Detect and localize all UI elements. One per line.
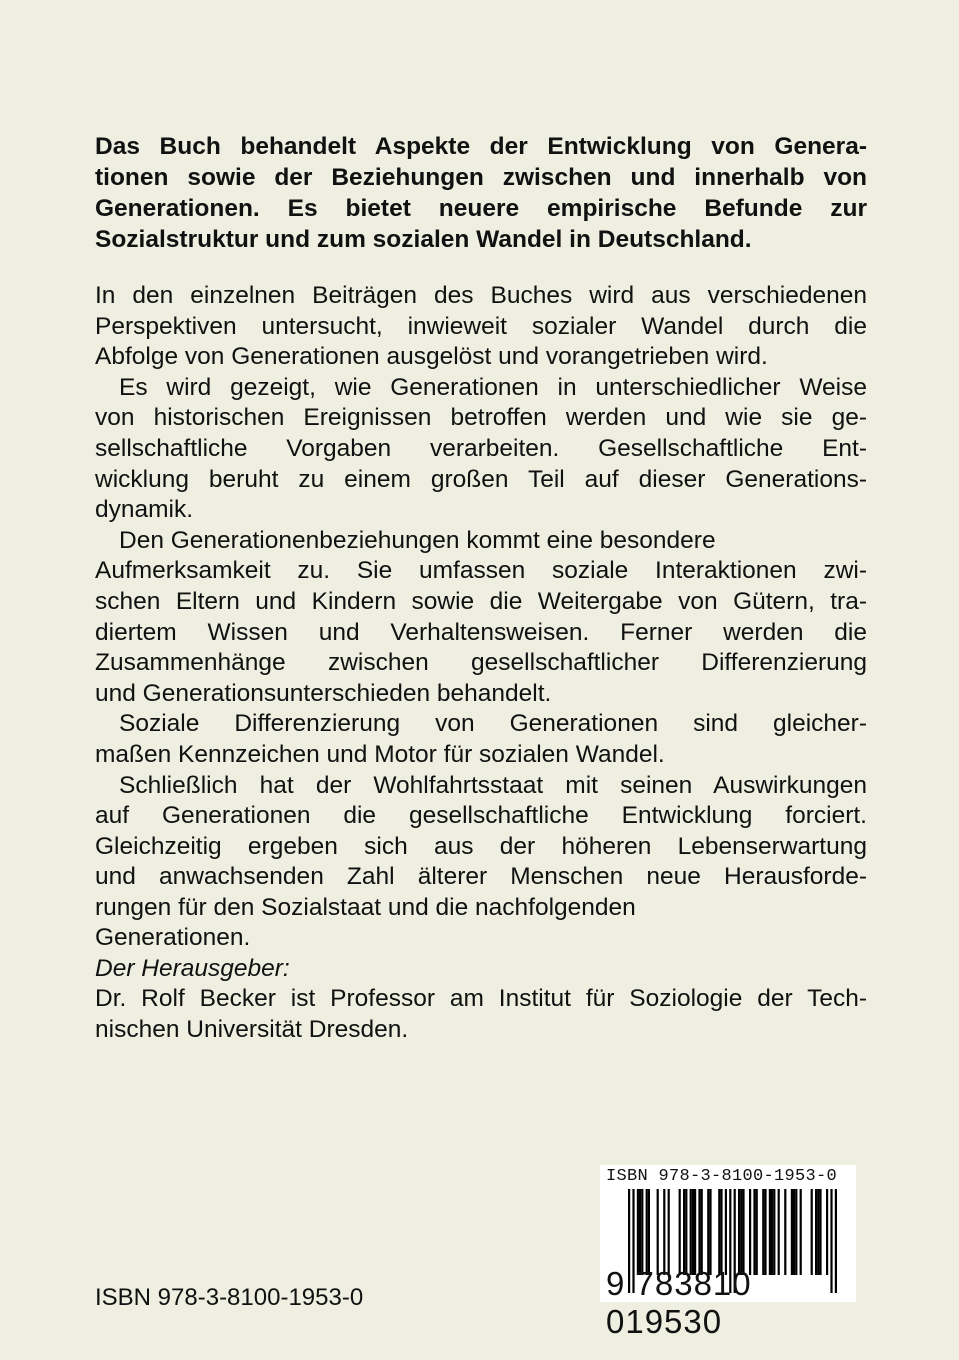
barcode-bar: [709, 1189, 711, 1275]
text-line: Dr. Rolf Becker ist Professor am Institut für Soziologie der Tech-: [95, 985, 867, 1012]
text-line: schen Eltern und Kindern sowie die Weitergabe von Gütern, tra-: [95, 587, 867, 615]
barcode-bar: [819, 1189, 821, 1275]
editor-heading: Der Herausgeber:: [95, 955, 290, 982]
isbn-barcode: [600, 1165, 856, 1340]
isbn-text: ISBN 978-3-8100-1953-0: [95, 1284, 364, 1311]
barcode-bar: [769, 1189, 771, 1275]
barcode-bar: [668, 1189, 670, 1275]
barcode-bar: [826, 1189, 828, 1275]
intro-paragraph: [95, 131, 867, 255]
barcode-bar: [756, 1189, 758, 1275]
barcode-bar: [648, 1189, 650, 1275]
editor-bio: [95, 984, 867, 1045]
text-line: Soziale Differenzierung von Generationen sind gleicher-: [119, 710, 867, 738]
text-line: sellschaftliche Vorgaben verarbeiten. Gesellschaftliche Ent-: [95, 434, 867, 462]
barcode-bar: [692, 1189, 694, 1275]
barcode-bar: [771, 1189, 773, 1275]
barcode-bar: [725, 1189, 727, 1275]
barcode-bar: [778, 1189, 780, 1275]
barcode-bar: [657, 1189, 659, 1275]
barcode-bar: [685, 1189, 687, 1275]
barcode-bar: [811, 1189, 813, 1275]
text-line: diertem Wissen und Verhaltensweisen. Ferner werden die: [95, 618, 867, 646]
barcode-bar: [791, 1189, 793, 1275]
text-line: In den einzelnen Beiträgen des Buches wird aus verschiedenen: [95, 282, 867, 309]
body-text: [95, 281, 867, 954]
barcode-bar: [817, 1189, 819, 1275]
barcode-bar: [663, 1189, 665, 1275]
text-line: Gleichzeitig ergeben sich aus der höheren Lebenserwartung: [95, 832, 867, 860]
barcode-bar: [795, 1189, 797, 1275]
text-line: Aufmerksamkeit zu. Sie umfassen soziale Interaktionen zwi-: [95, 557, 867, 585]
text-line: Abfolge von Generationen ausgelöst und vorangetrieben wird.: [95, 343, 768, 371]
text-line: Es wird gezeigt, wie Generationen in unterschiedlicher Weise: [119, 373, 867, 401]
text-line: Generationen.: [95, 924, 251, 952]
barcode-bar: [718, 1189, 720, 1275]
barcode-bar: [646, 1189, 648, 1275]
text-line: von historischen Ereignissen betroffen werden und wie sie ge-: [95, 404, 867, 432]
text-line: maßen Kennzeichen und Motor für sozialen Wandel.: [95, 740, 665, 768]
barcode-bar: [749, 1189, 751, 1275]
barcode-digits: 9 783810 019530: [606, 1265, 752, 1340]
barcode-bar: [698, 1189, 700, 1275]
barcode-bar: [793, 1189, 795, 1275]
text-line: und Generationsunterschieden behandelt.: [95, 679, 552, 707]
text-line: dynamik.: [95, 496, 194, 524]
barcode-bar: [683, 1189, 685, 1275]
barcode-bar: [641, 1189, 643, 1275]
text-line: Zusammenhänge zwischen gesellschaftlicher Differenzierung: [95, 649, 867, 677]
barcode-bar: [637, 1189, 639, 1275]
barcode-bar: [639, 1189, 641, 1275]
text-line: Perspektiven untersucht, inwieweit sozialer Wandel durch die: [95, 312, 867, 340]
text-line: Sozialstruktur und zum sozialen Wandel in Deutschland.: [95, 226, 752, 253]
text-line: rungen für den Sozialstaat und die nachfolgenden: [95, 893, 636, 921]
text-line: wicklung beruht zu einem großen Teil auf dieser Generations-: [95, 465, 867, 493]
text-line: und anwachsenden Zahl älterer Menschen neue Herausforde-: [95, 863, 867, 891]
text-line: Schließlich hat der Wohlfahrtsstaat mit seinen Auswirkungen: [119, 771, 867, 799]
text-line: Das Buch behandelt Aspekte der Entwicklung von Genera-: [95, 133, 867, 160]
text-line: Generationen. Es bietet neuere empirische Befunde zur: [95, 195, 867, 222]
barcode-bar: [701, 1189, 703, 1275]
barcode-bar: [738, 1189, 740, 1275]
barcode-bar: [742, 1189, 744, 1275]
text-line: Den Generationenbeziehungen kommt eine besondere: [119, 526, 716, 554]
barcode-bar: [690, 1189, 692, 1275]
text-line: auf Generationen die gesellschaftliche Entwicklung forciert.: [95, 802, 867, 830]
barcode-isbn-label: ISBN 978-3-8100-1953-0: [606, 1167, 838, 1186]
barcode-bar: [773, 1189, 775, 1275]
text-line: nischen Universität Dresden.: [95, 1015, 409, 1043]
barcode-bar: [800, 1189, 802, 1275]
barcode-bar: [694, 1189, 696, 1275]
barcode-bar: [815, 1189, 817, 1275]
text-line: tionen sowie der Beziehungen zwischen und innerhalb von: [95, 164, 867, 191]
barcode-bar: [753, 1189, 755, 1275]
barcode-bar: [720, 1189, 722, 1275]
barcode-bar: [740, 1189, 742, 1275]
barcode-bar: [679, 1189, 681, 1275]
barcode-bar: [764, 1189, 766, 1275]
barcode-bar: [707, 1189, 709, 1275]
barcode-bar: [762, 1189, 764, 1275]
barcode-bar: [784, 1189, 786, 1275]
